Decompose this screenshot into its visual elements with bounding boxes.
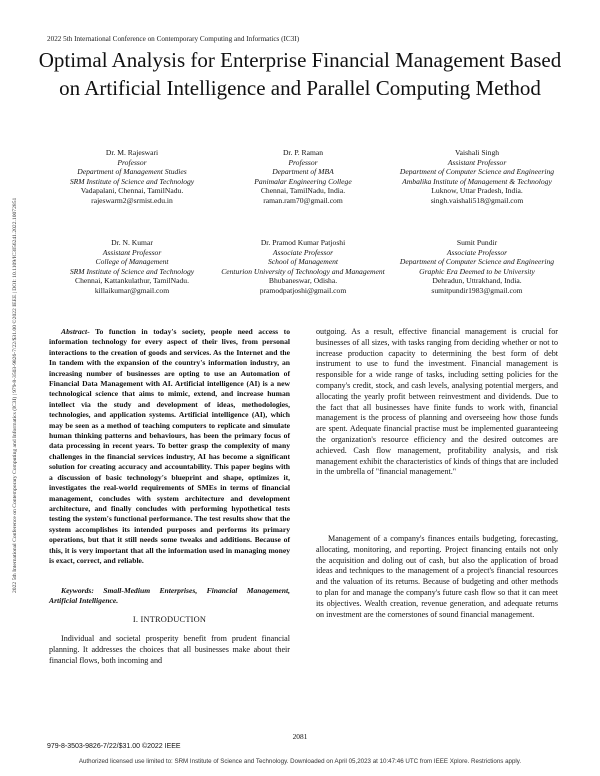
author-inst: SRM Institute of Science and Technology [69,266,195,276]
author-dept: School of Management [267,257,339,267]
side-doi-strip: 2022 5th International Conference on Contemporary Computing and Informatics (IC3I) | 979-8-3503-9826-7/22/$31.00 ©2022 IEEE | DOI: 10.1109/IC3I56241.2022.10072851 [12,197,18,593]
author-block [213,148,393,206]
license-footer: Authorized licensed use limited to: SRM Institute of Science and Technology. Downloaded on April 05,2023 at 10:47:46 UTC from IEEE Xplore. Restrictions apply. [78,758,522,765]
author-block [42,238,222,296]
author-address: Vadapalani, Chennai, TamilNadu. [80,186,184,196]
author-name: Dr. Pramod Kumar Patjoshi [260,238,346,247]
author-address: Chennai, Kattankulathur, TamilNadu. [75,276,189,286]
author-inst: SRM Institute of Science and Technology [69,176,195,186]
author-block [387,238,567,296]
author-email: rajeswarm2@srmist.edu.in [91,195,173,205]
author-email: singh.vaishali518@gmail.com [430,195,524,205]
author-address: Dehradun, Uttrakhand, India. [432,276,522,286]
author-role: Assistant Professor [102,247,162,257]
page-number: 2081 [292,732,308,741]
right-paragraph-1 [316,327,558,478]
author-address: Luknow, Uttar Pradesh, India. [431,186,523,196]
author-dept: Department of Computer Science and Engineering [399,167,555,177]
author-inst: Graphic Era Deemed to be University [419,266,535,276]
keywords-text: Keywords: Small-Medium Enterprises, Financial Management, Artificial Intelligence. [49,586,290,606]
author-role: Associate Professor [272,247,334,257]
author-dept: Department of MBA [272,167,334,177]
author-email: pramodpatjoshi@gmail.com [259,285,347,295]
intro-paragraph [49,634,290,666]
author-dept: Department of Computer Science and Engineering [399,257,555,267]
author-inst: Panimalar Engineering College [254,176,352,186]
author-block [213,238,393,296]
right-para2-text: Management of a company's finances entails budgeting, forecasting, allocating, monitoring, and reporting. Project financing entails not only the acquisition and doling out of cash, but also the application of broad ideas and techniques to the management of a project's financial resources and the valuation of its returns. Because of budgeting and other methods to plan for and manage the company's future cash flow so that it can meet its objectives. Wealth creation, revenue generation, and adequate returns on investment are the cornerstones of sound financial management. [316,534,558,619]
conference-header: 2022 5th International Conference on Contemporary Computing and Informatics (IC3I) [47,35,300,43]
abstract-lead: Abstract [61,327,88,336]
section-heading-introduction: I. INTRODUCTION [132,615,207,624]
keywords [49,586,290,607]
abstract [49,327,290,566]
author-name: Dr. P. Raman [282,148,324,157]
isbn-footer: 979-8-3503-9826-7/22/$31.00 ©2022 IEEE [47,743,181,750]
abstract-text: - To function in today's society, people need access to information technology for every aspect of their lives, from personal interactions to the creation of goods and services. As the Internet and the In tandem with the expansion of the country's information industry, an increasing number of businesses are opting to use an Automation of Financial Data Management with AI. Artificial intelligence (AI) is a new technological science that aims to mimic, extend, and increase human intellect via the study and development of ideas, methodologies, technologies, and application systems. Artificial intelligence (AI), which may be seen as a method of teaching computers to replicate and simulate human thinking patterns and behaviours, has been the primary focus of data processing in recent years. To better grasp the complexity of many challenges in the financial services industry, AI has become a significant solution for creating accuracy and accountability. This paper begins with a discussion of basic technology's blueprint and shape, optimizes it, investigates the real-world requirements of SMEs in terms of financial management, concludes with system architecture and development architecture, and finally concludes with performing hypothetical tests testing the system's functional performance. The test results show that the system accomplishes its intended purposes and performs its primary operations, but that it still needs some tweaks and additions. Because of this, it is very important that all the information used in managing money is exact, correct, and reliable. [49,327,290,565]
author-role: Associate Professor [446,247,508,257]
author-name: Sumit Pundir [456,238,498,247]
author-role: Professor [288,157,318,167]
right-paragraph-2 [316,534,558,620]
author-email: raman.ram70@gmail.com [263,195,343,205]
right-para1-text: outgoing. As a result, effective financial management is crucial for businesses of all sizes, with tasks ranging from deciding whether or not to increase production capacity to determining the best form of debt instrument to use to fund the investment. Financial management is responsible for a wide range of tasks, including setting policies for the company's credit, stock, and cash levels, analysing potential mergers, and allocating the yearly profit between reinvestment and dividends. Due to the fact that all businesses have finite funds to work with, financial management is the process of planning and overseeing how those funds are spent. Adequate financial practise must be implemented guaranteeing the organization's resource efficiency and the desired outcomes are achieved. Cash flow management, profitability analysis, and risk management exhibit the characteristics of kinds of things that are included in the umbrella of "financial management." [316,327,558,477]
author-name: Dr. N. Kumar [111,238,153,247]
author-inst: Centurion University of Technology and Management [221,266,385,276]
author-block [42,148,222,206]
author-address: Bhubaneswar, Odisha. [268,276,338,286]
author-email: sumitpundir1983@gmail.com [431,285,523,295]
author-dept: Department of Management Studies [77,167,187,177]
author-name: Vaishali Singh [454,148,500,157]
author-email: killaikumar@gmail.com [94,285,170,295]
author-block [387,148,567,206]
author-role: Professor [117,157,147,167]
author-inst: Ambalika Institute of Management & Technology [402,176,552,186]
author-dept: College of Management [95,257,169,267]
author-address: Chennai, TamilNadu, India. [260,186,346,196]
author-role: Assistant Professor [447,157,507,167]
intro-text: Individual and societal prosperity benefit from prudent financial planning. It addresses the choices that all businesses make about their financial flows, both incoming and [49,634,290,665]
author-name: Dr. M. Rajeswari [105,148,159,157]
paper-title: Optimal Analysis for Enterprise Financial Management Based on Artificial Intelligence and Parallel Computing Method [38,48,562,100]
